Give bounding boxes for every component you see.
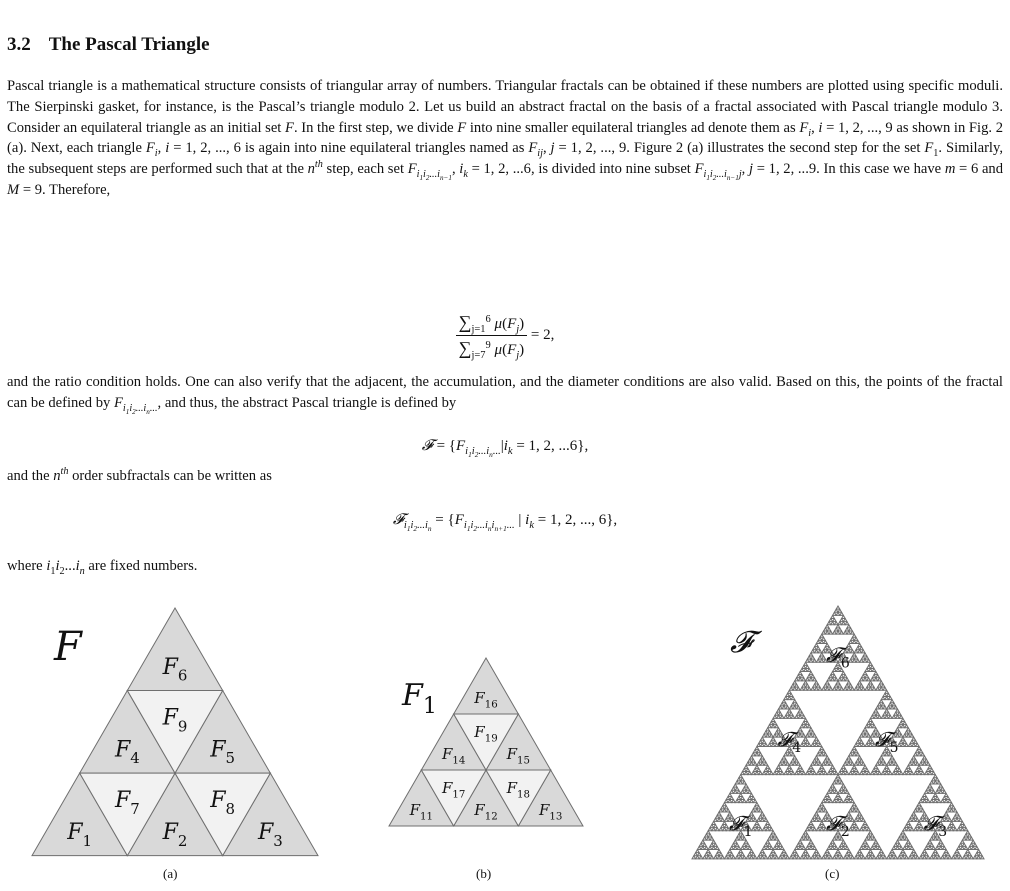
- subfractal-equation: 𝓕$_{i_1i_2...i_n}$ = {$F_{i_1i_2...i_ni_{n+1}...}$ | $i_k = 1$, 2, ..., 6},: [392, 510, 618, 534]
- caption-a: (a): [163, 866, 178, 881]
- panel-c-label-1: 𝓕$_1$: [728, 811, 753, 841]
- panel-b-label-2: $F_{12}$: [474, 800, 498, 823]
- panel-a-label-1: $F_1$: [67, 820, 93, 850]
- panel-b-label-4: $F_{14}$: [441, 744, 466, 767]
- panel-a-label-2: $F_2$: [162, 820, 188, 850]
- caption-b: (b): [476, 866, 492, 881]
- panel-a-label-6: $F_6$: [162, 655, 188, 685]
- panel-b-label-1: $F_{11}$: [409, 800, 434, 823]
- panel-a-label-4: $F_4$: [114, 737, 140, 768]
- panel-c-big-label: 𝓕: [730, 625, 753, 660]
- panel-a-label-7: $F_7$: [114, 788, 140, 818]
- section-heading: [7, 34, 210, 56]
- panel-a-label-3: $F_3$: [257, 820, 283, 850]
- panel-a-label-8: $F_8$: [210, 788, 236, 818]
- paragraph-4: where $i_1i_2...i_n$ are fixed numbers.: [7, 558, 198, 577]
- panel-c-label-6: 𝓕$_6$: [826, 642, 850, 672]
- figure-panel-a: [30, 600, 320, 860]
- figure-panel-b: [388, 650, 588, 860]
- section-number: 3.2: [7, 34, 31, 55]
- panel-b-label-6: $F_{16}$: [474, 688, 498, 711]
- panel-c-label-4: 𝓕$_4$: [777, 726, 802, 756]
- caption-c: (c): [825, 866, 840, 881]
- section-title: The Pascal Triangle: [48, 34, 210, 55]
- panel-b-label-8: $F_{18}$: [506, 779, 531, 801]
- panel-a-label-9: $F_9$: [162, 705, 188, 736]
- panel-a-label-5: $F_5$: [210, 737, 236, 768]
- paragraph-2: and the ratio condition holds. One can also verify that the adjacent, the accumulation, and the diameter conditions are also valid. Based on this, the points of the fractal can be defined by $F_{i_1i_2...i_n...}$, and thus, the abstract Pascal triangle is defined by: [7, 374, 1003, 416]
- panel-b-label-7: $F_{17}$: [441, 779, 466, 801]
- panel-b-label-3: $F_{13}$: [538, 800, 563, 823]
- fractal-definition-equation: 𝓕 = {$F_{i_1i_2...i_n...}|i_k = 1$, 2, ...6},: [421, 436, 589, 460]
- paragraph-3: and the $n^{th}$ order subfractals can be written as: [7, 466, 272, 484]
- panel-a-big-label: F: [54, 624, 82, 670]
- panel-b-label-5: $F_{15}$: [506, 744, 531, 767]
- panel-c-label-2: 𝓕$_2$: [826, 811, 850, 841]
- panel-c-label-5: 𝓕$_5$: [874, 726, 899, 756]
- paragraph-1: Pascal triangle is a mathematical structure consists of triangular array of numbers. Triangular fractals can be obtained if these numbers are plotted using specific moduli. The Sierpinski gasket, for instance, is the Pascal’s triangle modulo 2. Let us build an abstract fractal on the basis of a fractal associated with Pascal triangle modulo 3. Consider an equilateral triangle as an initial set F. In the first step, we divide F into nine smaller equilateral triangles ad denote them as $F_i$, i = 1, 2, ..., 9 as shown in Fig. 2 (a). Next, each triangle $F_i$, i = 1, 2, ..., 6 is again into nine equilateral triangles named as $F_{ij}$, j = 1, 2, ..., 9. Figure 2 (a) illustrates the second step for the set $F_1$. Similarly, the subsequent steps are performed such that at the $n^{th}$ step, each set $F_{i_1i_2...i_{n-1}}$, $i_k = 1$, 2, ...6, is divided into nine subset $F_{i_1i_2...i_{n-1}j}$, j = 1, 2, ...9. In this case we have m = 6 and M = 9. Therefore,: [7, 78, 1004, 198]
- panel-b-big-label: $F_1$: [402, 678, 437, 719]
- panel-b-label-9: $F_{19}$: [474, 723, 498, 745]
- fractal-piece-0: [836, 606, 840, 609]
- panel-c-label-3: 𝓕$_3$: [923, 811, 948, 841]
- figure-panel-c: [688, 600, 988, 860]
- ratio-result: = 2,: [530, 326, 555, 343]
- ratio-equation: $\frac{\sum_{j=1}^6 \mu(F_j)}{\sum_{j=7}^9 \mu(F_j)}$ = 2,: [0, 312, 1010, 359]
